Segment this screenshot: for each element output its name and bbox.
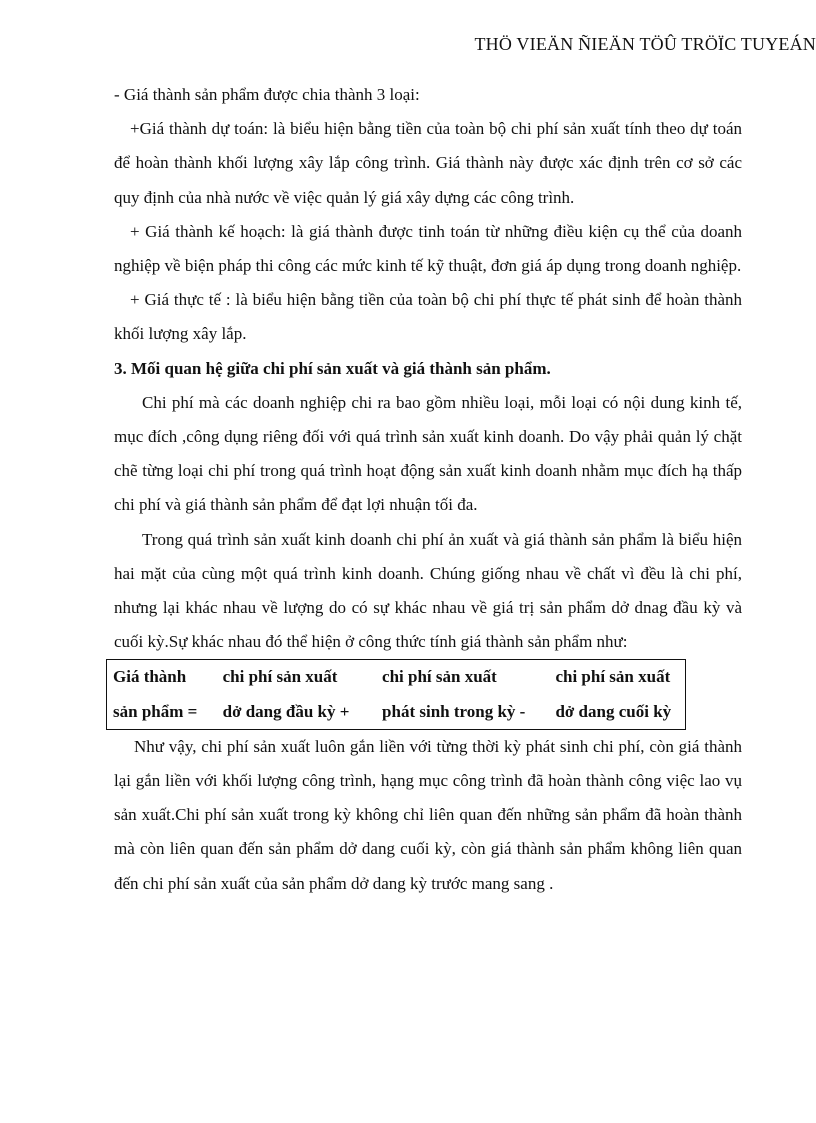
paragraph-relationship: Trong quá trình sản xuất kinh doanh chi phí ản xuất và giá thành sản phẩm là biểu hiện hai mặt của cùng một quá trình kinh doanh. Chúng giống nhau về chất vì đều là chi phí, nhưng lại khác nhau về lượng do có sự khác nhau về giá trị sản phẩm dở dnag đầu kỳ và cuối kỳ.Sự khác nhau đó thể hiện ở công thức tính giá thành sản phẩm như: bbox=[114, 529, 742, 652]
formula-cell: dở dang cuối kỳ bbox=[555, 701, 672, 721]
formula-cell: chi phí sản xuất bbox=[382, 667, 497, 687]
formula-cell: chi phí sản xuất bbox=[222, 667, 338, 687]
formula-cell: phát sinh trong kỳ - bbox=[382, 701, 526, 721]
formula-cell: dở dang đầu kỳ + bbox=[222, 701, 350, 721]
formula-row-1 bbox=[113, 660, 685, 694]
cost-type-estimate: +Giá thành dự toán: là biểu hiện bằng tiền của toàn bộ chi phí sản xuất tính theo dự toán để hoàn thành khối lượng xây lắp công trình. Giá thành này được xác định trên cơ sở các quy định của nhà nước về việc quản lý giá xây dựng các công trình. bbox=[114, 119, 742, 207]
paragraph-conclusion: Như vậy, chi phí sản xuất luôn gắn liền với từng thời kỳ phát sinh chi phí, còn giá thành lại gắn liền với khối lượng công trình, hạng mục công trình đã hoàn thành công việc lao vụ sản xuất.Chi phí sản xuất trong kỳ không chỉ liên quan đến những sản phẩm đã hoàn thành mà còn liên quan đến sản phẩm dở dang cuối kỳ, còn giá thành sản phẩm không liên quan đến chi phí sản xuất của sản phẩm dở dang kỳ trước mang sang . bbox=[114, 736, 742, 893]
intro-line: - Giá thành sản phẩm được chia thành 3 loại: bbox=[114, 85, 420, 104]
cost-type-plan: + Giá thành kế hoạch: là giá thành được tinh toán từ những điều kiện cụ thể của doanh nghiệp về biện pháp thi công các mức kinh tế kỹ thuật, đơn giá áp dụng trong doanh nghiệp. bbox=[114, 221, 742, 276]
formula-row-2 bbox=[113, 695, 685, 729]
formula-box bbox=[106, 659, 686, 729]
formula-cell: Giá thành bbox=[113, 667, 187, 687]
section-heading: 3. Mối quan hệ giữa chi phí sản xuất và giá thành sản phẩm. bbox=[114, 358, 551, 378]
cost-type-actual: + Giá thực tế : là biểu hiện bằng tiền của toàn bộ chi phí thực tế phát sinh để hoàn thành khối lượng xây lắp. bbox=[114, 290, 742, 344]
page-header: THÖ VIEÄN ÑIEÄN TÖÛ TRÖÏC TUYEÁN bbox=[474, 34, 816, 54]
formula-cell: chi phí sản xuất bbox=[555, 667, 671, 687]
document-body bbox=[114, 78, 742, 901]
formula-cell: sản phẩm = bbox=[113, 701, 198, 721]
paragraph-costs: Chi phí mà các doanh nghiệp chi ra bao gồm nhiều loại, mỗi loại có nội dung kinh tế, mục đích ,công dụng riêng đối với quá trình sản xuất kinh doanh. Do vậy phải quản lý chặt chẽ từng loại chi phí trong quá trình hoạt động sản xuất kinh doanh nhằm mục đích hạ thấp chi phí và giá thành sản phẩm để đạt lợi nhuận tối đa. bbox=[114, 392, 742, 515]
